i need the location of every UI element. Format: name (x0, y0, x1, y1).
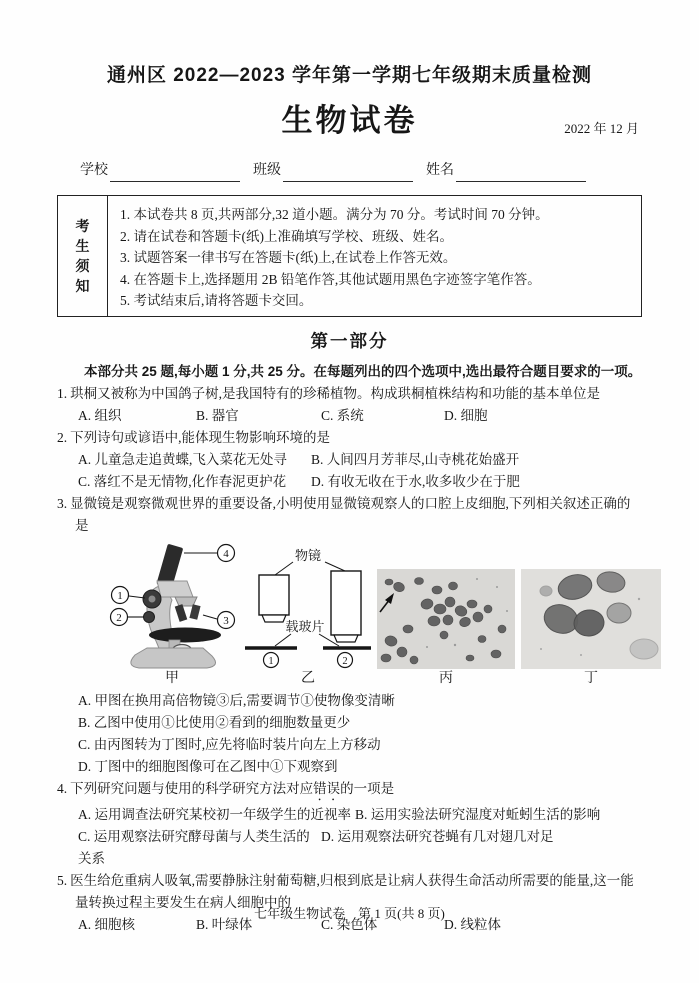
question-1 (57, 383, 642, 427)
option-c: C. 落红不是无情物,化作春泥更护花 (78, 474, 287, 489)
micrograph-few-cells (521, 569, 661, 669)
high-power-objective (331, 571, 361, 642)
notice-item: 4. 在答题卡上,选择题用 2B 铅笔作答,其他试题用黑色字迹签字笔作答。 (120, 271, 541, 287)
question-3 (57, 493, 642, 537)
option-d: D. 运用观察法研究苍蝇有几对翅几对足 (321, 829, 554, 844)
base (131, 648, 216, 668)
question-stem: 显微镜是观察微观世界的重要设备,小明使用显微镜观察人的口腔上皮细胞,下列相关叙述正确的是 (70, 496, 631, 533)
paper-title: 生物试卷 (281, 103, 418, 138)
slide-callout-2 (338, 653, 353, 668)
objective-lenses (175, 597, 201, 622)
question-number: 1. (57, 386, 68, 401)
question-3-options-block (57, 690, 642, 778)
school-label: 学校 (80, 163, 108, 178)
option-b: B. 叶绿体 (196, 917, 253, 932)
question-stem: 医生给危重病人吸氧,需要静脉注射葡萄糖,归根到底是让病人获得生命活动所需要的能量,这一能量转换过程主要发生在病人细胞中的 (70, 873, 634, 910)
option-b: B. 乙图中使用①比使用②看到的细胞数量更少 (78, 715, 351, 730)
svg-text:4: 4 (223, 548, 229, 560)
question-number: 3. (57, 496, 68, 511)
objective-slide-diagram (245, 547, 371, 669)
name-blank (456, 166, 586, 182)
fine-focus-knob (144, 612, 155, 623)
slide-label: 载玻片 (285, 619, 325, 634)
option-c: C. 由丙图转为丁图时,应先将临时装片向左上方移动 (78, 737, 381, 752)
part-one-heading: 第一部分 (310, 331, 389, 351)
option-a: A. 运用调查法研究某校初一年级学生的近视率 (78, 807, 351, 822)
svg-text:1: 1 (117, 590, 123, 602)
question-stem-post: 的一项是 (340, 781, 395, 796)
callout-3 (203, 612, 235, 629)
micrograph-many-cells (377, 569, 515, 669)
part-one-instructions: 本部分共 25 题,每小题 1 分,共 25 分。在每题列出的四个选项中,选出最符合题目要求的一项。 (84, 364, 642, 379)
option-a: A. 甲图在换用高倍物镜③后,需要调节①使物像变清晰 (78, 693, 395, 708)
objective-label: 物镜 (294, 548, 322, 563)
svg-text:1: 1 (268, 656, 274, 667)
student-info-row (57, 160, 642, 182)
option-b: B. 运用实验法研究湿度对蚯蚓生活的影响 (355, 807, 601, 822)
question-2 (57, 427, 642, 493)
class-blank (283, 166, 413, 182)
question-stem: 下列诗句或谚语中,能体现生物影响环境的是 (70, 430, 330, 445)
name-label: 姓名 (426, 163, 454, 178)
name-field (426, 160, 586, 182)
option-a: A. 儿童急走追黄蝶,飞入菜花无处寻 (78, 452, 287, 467)
examinee-notice-box (57, 195, 642, 317)
notice-side-char: 生 (75, 238, 90, 254)
microscope-head (157, 581, 193, 597)
callout-1 (112, 587, 146, 604)
paper-date: 2022 年 12 月 (564, 121, 639, 136)
class-field (253, 160, 413, 182)
figure-bing-micrograph (377, 569, 515, 688)
figure-label-bing: 丙 (439, 671, 453, 686)
question-number: 4. (57, 781, 68, 796)
option-d: D. 有收无收在于水,收多收少在于肥 (311, 474, 520, 489)
question-number: 2. (57, 430, 68, 445)
option-b: B. 器官 (196, 408, 239, 423)
question-number: 5. (57, 873, 68, 888)
notice-side-char: 须 (75, 258, 90, 274)
svg-text:2: 2 (116, 612, 122, 624)
notice-item: 5. 考试结束后,请将答题卡交回。 (120, 293, 313, 308)
option-a: A. 组织 (78, 408, 122, 423)
option-c: C. 染色体 (321, 917, 378, 932)
school-blank (110, 166, 240, 182)
notice-items (108, 196, 641, 316)
option-b: B. 人间四月芳菲尽,山寺桃花始盛开 (311, 452, 520, 467)
figure-ding-micrograph (521, 569, 661, 688)
stage (149, 628, 221, 643)
question-3-figure (105, 543, 699, 688)
question-1-options (57, 405, 642, 427)
figure-label-yi: 乙 (301, 671, 315, 686)
option-a: A. 细胞核 (78, 917, 135, 932)
class-label: 班级 (253, 163, 281, 178)
figure-jia-microscope (105, 543, 239, 688)
exam-title: 通州区 2022—2023 学年第一学期七年级期末质量检测 (106, 65, 593, 86)
question-4 (57, 778, 642, 870)
callout-4 (184, 545, 235, 562)
figure-label-jia: 甲 (165, 671, 179, 686)
svg-text:3: 3 (223, 615, 229, 627)
question-2-options (57, 449, 642, 493)
question-stem: 珙桐又被称为中国鸽子树,是我国特有的珍稀植物。构成珙桐植株结构和功能的基本单位是 (70, 386, 600, 401)
question-stem-pre: 下列研究问题与使用的科学研究方法对应 (70, 781, 314, 796)
low-power-objective (259, 575, 289, 622)
slide-callout-1 (264, 653, 279, 668)
option-c: C. 系统 (321, 408, 364, 423)
notice-item: 1. 本试卷共 8 页,共两部分,32 道小题。满分为 70 分。考试时间 70 分钟。 (120, 207, 549, 222)
question-3-options (57, 690, 642, 778)
callout-2 (111, 609, 145, 626)
question-4-options (57, 804, 642, 870)
paper-head (0, 98, 699, 144)
svg-text:2: 2 (342, 656, 348, 667)
question-stem-emphasis: 错误 (313, 781, 341, 796)
option-c: C. 运用观察法研究酵母菌与人类生活的关系 (78, 829, 310, 866)
notice-item: 3. 试题答案一律书写在答题卡(纸)上,在试卷上作答无效。 (120, 250, 457, 265)
coarse-knob-center (149, 596, 156, 603)
option-d: D. 丁图中的细胞图像可在乙图中①下观察到 (78, 759, 338, 774)
notice-side-char: 考 (75, 218, 90, 234)
microscope-illustration (105, 543, 239, 669)
option-d: D. 线粒体 (444, 917, 501, 932)
notice-side-label (58, 196, 108, 316)
figure-yi-diagram (245, 547, 371, 688)
option-d: D. 细胞 (444, 408, 488, 423)
figure-label-ding: 丁 (584, 671, 598, 686)
school-field (80, 160, 240, 182)
page-footer: 七年级生物试卷 第 1 页(共 8 页) (254, 906, 445, 921)
notice-item: 2. 请在试卷和答题卡(纸)上准确填写学校、班级、姓名。 (120, 228, 453, 244)
notice-side-char: 知 (75, 278, 90, 294)
